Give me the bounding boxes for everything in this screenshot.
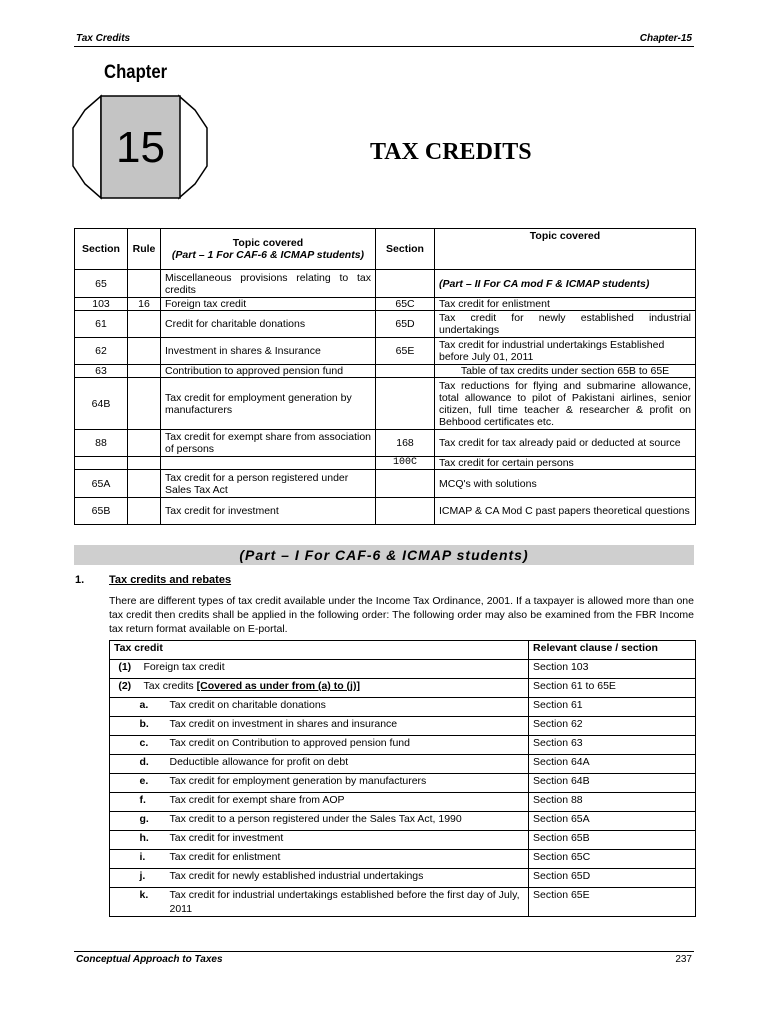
section-paragraph: There are different types of tax credit available under the Income Tax Ordinance, 2001. If a taxpayer is allowed more than one tax credit then credits shall be applied in the following order: The following order may also be examined from the FBR Income tax return format available on E-portal. [109,595,694,635]
header-topic-label: Topic covered [232,237,304,249]
page-footer [74,951,694,968]
cell-rule [128,498,161,525]
cell-topic: Tax credit for investment [161,498,376,525]
item-key [110,869,140,888]
part2-label: (Part – II For CA mod F & ICMAP students) [435,270,696,298]
item-key [110,812,140,831]
header-topic2: Topic covered [435,229,696,270]
item-desc-cell [140,736,529,755]
row-key: (1) [110,660,140,679]
cell-rule [128,470,161,498]
cell-section: 65B [75,498,128,525]
section-number: 1. [75,574,85,586]
item-desc: Deductible allowance for profit on debt [169,756,349,768]
cell-topic: Investment in shares & Insurance [161,338,376,365]
cell-section: 62 [75,338,128,365]
table-row [75,311,696,338]
item-letter: d. [139,756,149,768]
item-desc: Tax credit on investment in shares and insurance [169,718,398,730]
table-row [75,338,696,365]
item-letter: e. [139,775,149,787]
item-key [110,793,140,812]
cell-section [75,457,128,470]
cell-section: 63 [75,365,128,378]
cell-section2 [376,470,435,498]
cell-section: 65 [75,270,128,298]
item-key [110,717,140,736]
credits-header-row [110,641,696,660]
item-key [110,831,140,850]
topics-header-row [75,229,696,270]
item-desc: Tax credit for enlistment [169,851,281,863]
table-row [75,298,696,311]
footer-book-title: Conceptual Approach to Taxes [76,954,223,965]
item-section: Section 65A [529,812,696,831]
header-topic-part1 [161,229,376,270]
header-tax-credit: Tax credit [110,641,529,660]
item-letter: c. [139,737,149,749]
item-desc: Tax credit on Contribution to approved pension fund [169,737,410,749]
cell-section: 88 [75,430,128,457]
cell-section2 [376,270,435,298]
cell-section: 64B [75,378,128,430]
credit-item-row [110,793,696,812]
item-letter: g. [139,813,149,825]
cell-rule [128,430,161,457]
credit-items [110,698,696,917]
cell-topic2: Tax credit for newly established industrial undertakings [435,311,696,338]
cell-rule [128,365,161,378]
item-desc: Tax credit for employment generation by manufacturers [169,775,427,787]
cell-section2: 100C [376,457,435,470]
cell-topic: Tax credit for a person registered under Sales Tax Act [161,470,376,498]
cell-topic: Foreign tax credit [161,298,376,311]
table-row [75,378,696,430]
credits-table [109,640,696,917]
table-row [75,470,696,498]
header-right: Chapter-15 [639,33,692,44]
item-desc: Tax credit for industrial undertakings established before the first day of July, 2011 [169,889,520,915]
row-key: (2) [110,679,140,698]
cell-rule: 16 [128,298,161,311]
part-banner: (Part – I For CAF-6 & ICMAP students) [74,545,694,565]
item-section: Section 61 [529,698,696,717]
item-desc-cell [140,812,529,831]
item-desc-cell [140,869,529,888]
cell-topic2: Table of tax credits under section 65B to 65E [435,365,696,378]
item-desc: Tax credit for exempt share from AOP [169,794,345,806]
credit-item-row [110,774,696,793]
item-desc-cell [140,774,529,793]
cell-topic: Contribution to approved pension fund [161,365,376,378]
credit-item-row [110,831,696,850]
running-header [74,32,694,47]
item-desc-cell [140,717,529,736]
cell-section: 61 [75,311,128,338]
item-desc-cell [140,888,529,917]
cell-topic2: Tax credit for industrial undertakings Established before July 01, 2011 [435,338,696,365]
header-rule: Rule [128,229,161,270]
cell-topic2: Tax reductions for flying and submarine allowance, total allowance to pilot of Pakistani airlines, senior citizen, full time teacher & researcher & profit on Behbood certificates etc. [435,378,696,430]
item-desc-cell [140,755,529,774]
item-section: Section 63 [529,736,696,755]
cell-rule [128,270,161,298]
item-section: Section 65D [529,869,696,888]
row-desc [140,679,529,698]
item-desc-cell [140,831,529,850]
cell-topic: Tax credit for employment generation by manufacturers [161,378,376,430]
item-key [110,755,140,774]
row-section: Section 61 to 65E [529,679,696,698]
item-section: Section 88 [529,793,696,812]
row-section: Section 103 [529,660,696,679]
credit-item-row [110,717,696,736]
item-desc-cell [140,793,529,812]
item-section: Section 65B [529,831,696,850]
cell-topic2: Tax credit for tax already paid or deducted at source [435,430,696,457]
cell-section2 [376,365,435,378]
row-desc-bold: [Covered as under from (a) to (j)] [196,680,360,692]
cell-rule [128,457,161,470]
credit-item-row [110,888,696,917]
cell-rule [128,378,161,430]
cell-section2 [376,378,435,430]
item-letter: a. [139,699,149,711]
header-clause: Relevant clause / section [529,641,696,660]
item-section: Section 65E [529,888,696,917]
cell-section: 65A [75,470,128,498]
item-section: Section 64B [529,774,696,793]
item-letter: b. [139,718,149,730]
cell-section2: 65C [376,298,435,311]
section-title: Tax credits and rebates [109,574,232,586]
cell-topic2: MCQ's with solutions [435,470,696,498]
credit-item-row [110,850,696,869]
item-letter: j. [139,870,146,882]
cell-topic: Miscellaneous provisions relating to tax credits [161,270,376,298]
chapter-number: 15 [116,123,165,172]
cell-topic: Tax credit for exempt share from association of persons [161,430,376,457]
row-desc-prefix: Tax credits [143,680,197,692]
cell-section: 103 [75,298,128,311]
row-desc: Foreign tax credit [140,660,529,679]
item-letter: k. [139,889,149,901]
cell-topic2: ICMAP & CA Mod C past papers theoretical questions [435,498,696,525]
item-desc: Tax credit for investment [169,832,284,844]
chapter-label: Chapter [104,62,168,83]
item-section: Section 65C [529,850,696,869]
item-key [110,888,140,917]
cell-section2 [376,498,435,525]
table-row [75,457,696,470]
table-row [110,660,696,679]
table-row [110,679,696,698]
table-row [75,430,696,457]
item-key [110,850,140,869]
header-part1-label: (Part – 1 For CAF-6 & ICMAP students) [171,249,365,261]
item-desc-cell [140,850,529,869]
chapter-title: TAX CREDITS [370,139,532,165]
page-number: 237 [675,954,692,965]
cell-rule [128,311,161,338]
item-letter: f. [139,794,146,806]
cell-section2: 168 [376,430,435,457]
item-section: Section 62 [529,717,696,736]
cell-section2: 65D [376,311,435,338]
item-key [110,698,140,717]
cell-topic2: Tax credit for enlistment [435,298,696,311]
item-key [110,774,140,793]
item-desc: Tax credit on charitable donations [169,699,326,711]
item-letter: h. [139,832,149,844]
header-left: Tax Credits [76,33,131,44]
table-row [75,365,696,378]
credit-item-row [110,869,696,888]
credit-item-row [110,736,696,755]
item-desc: Tax credit to a person registered under the Sales Tax Act, 1990 [169,813,462,825]
cell-rule [128,338,161,365]
topics-table [74,228,696,525]
credit-item-row [110,755,696,774]
item-letter: i. [139,851,146,863]
header-section: Section [75,229,128,270]
cell-topic [161,457,376,470]
item-section: Section 64A [529,755,696,774]
credit-item-row [110,812,696,831]
table-row [75,270,696,298]
cell-topic2: Tax credit for certain persons [435,457,696,470]
cell-topic: Credit for charitable donations [161,311,376,338]
credit-item-row [110,698,696,717]
cell-section2: 65E [376,338,435,365]
table-row [75,498,696,525]
item-key [110,736,140,755]
item-desc-cell [140,698,529,717]
item-desc: Tax credit for newly established industrial undertakings [169,870,424,882]
header-section2: Section [376,229,435,270]
